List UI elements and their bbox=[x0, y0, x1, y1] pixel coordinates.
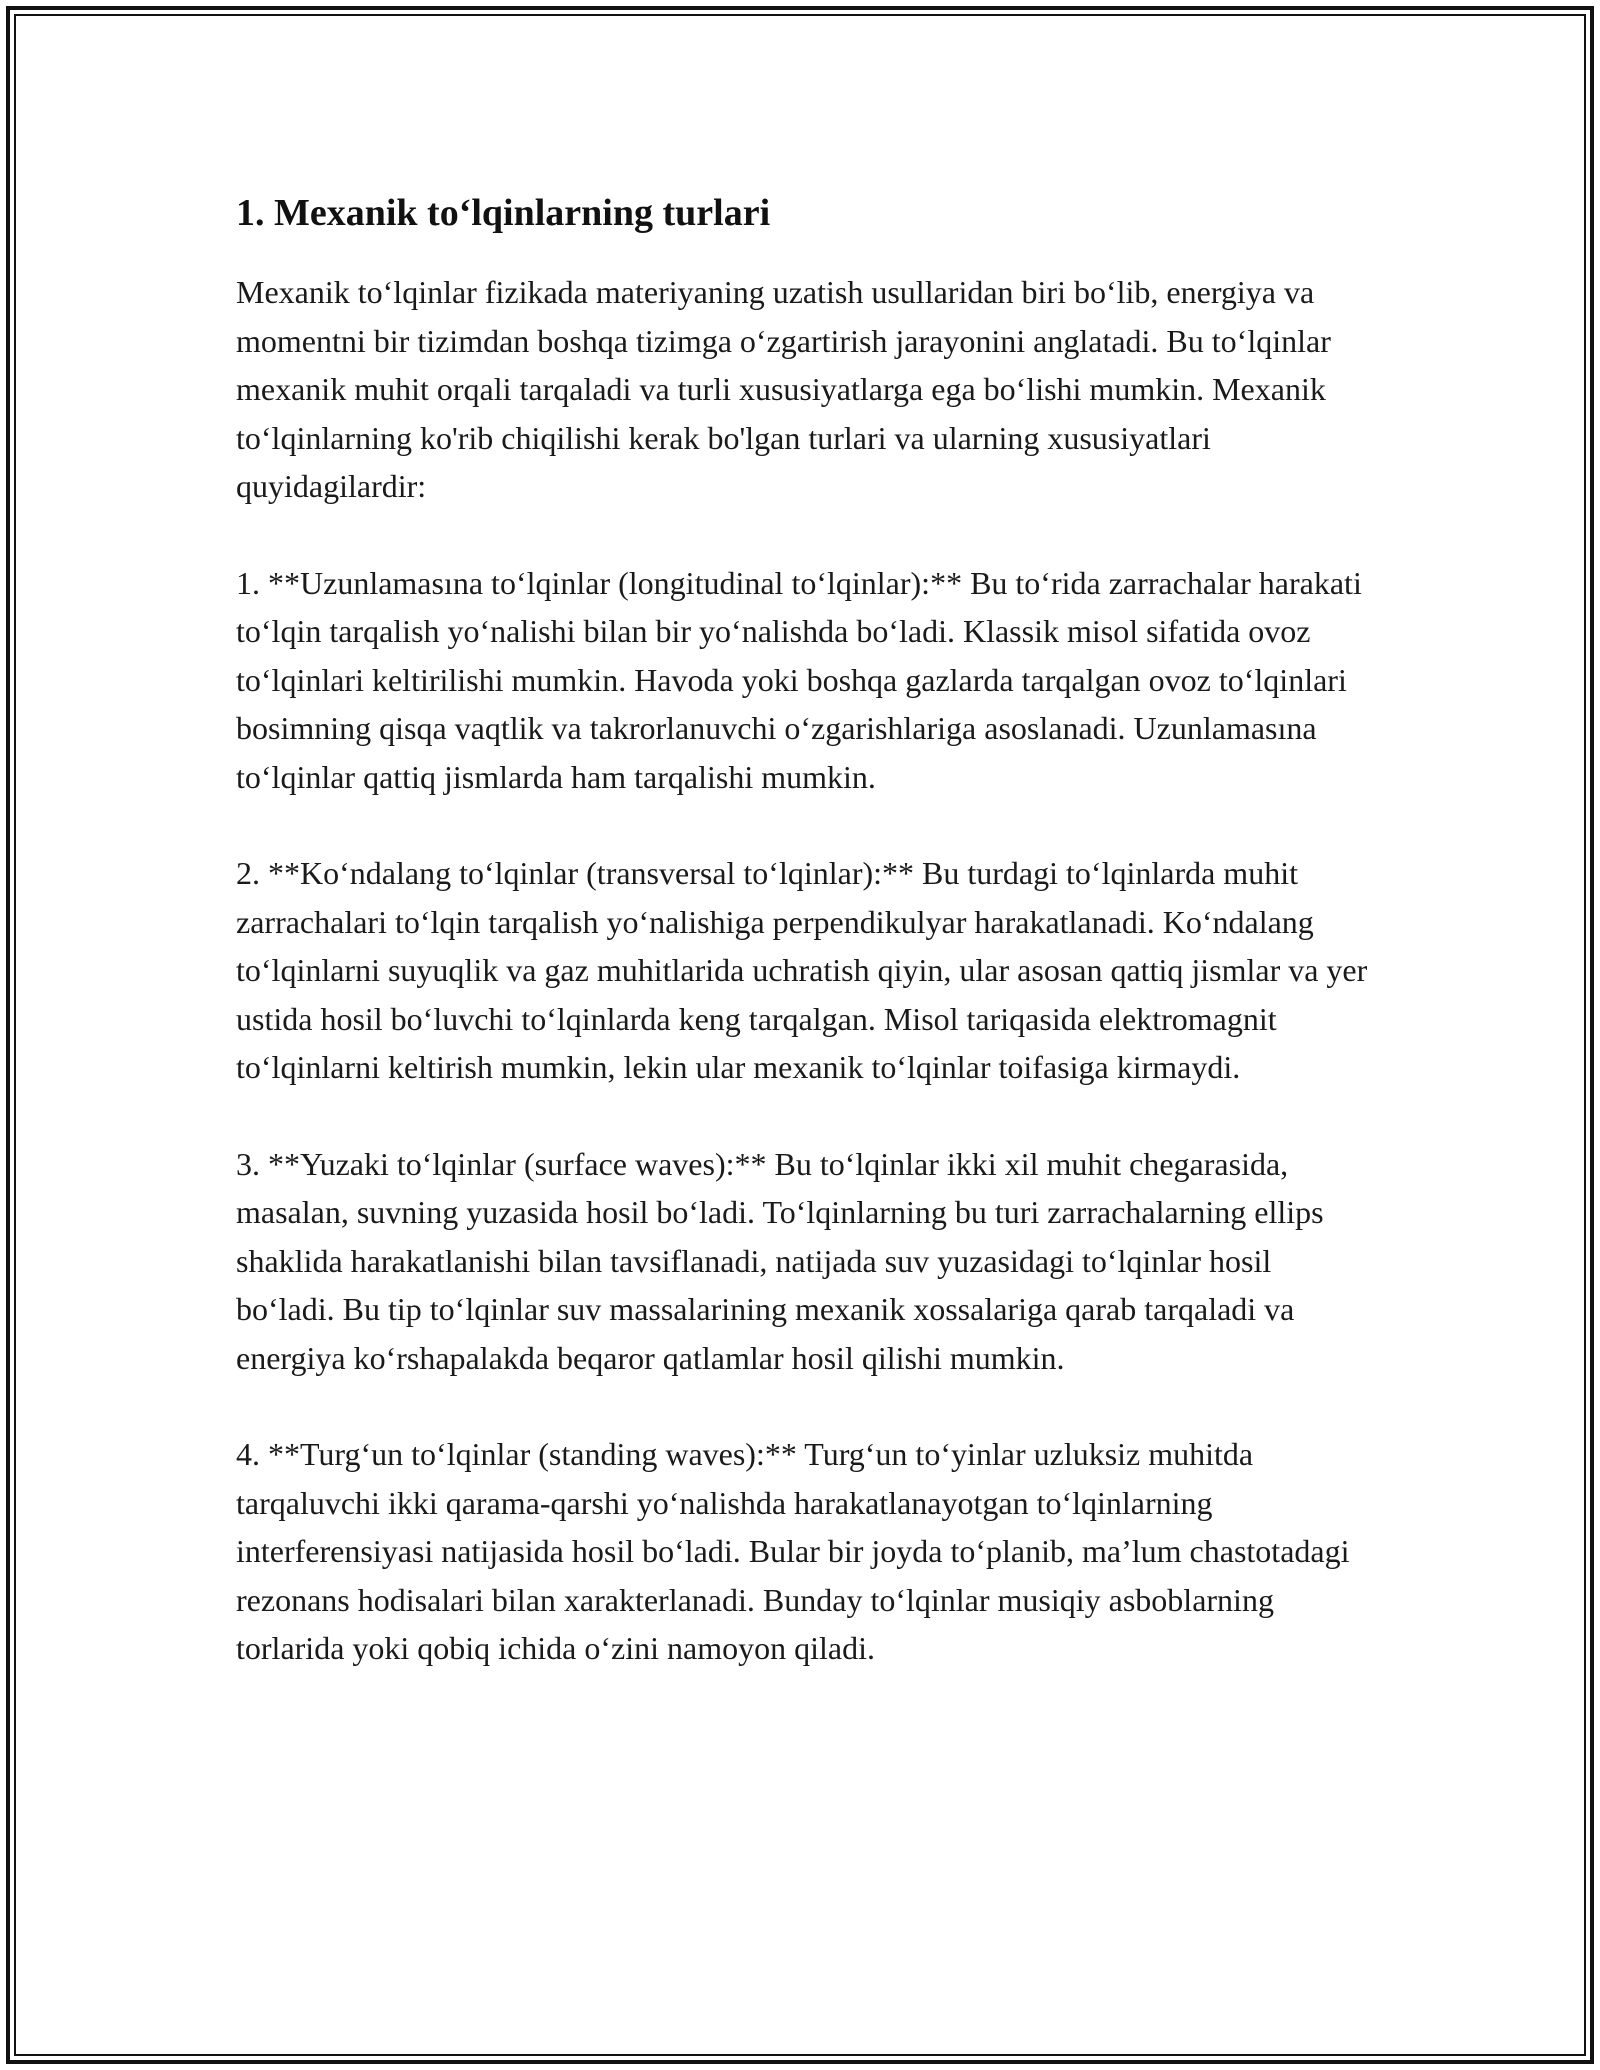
section-heading: 1. Mexanik to‘lqinlarning turlari bbox=[236, 192, 771, 234]
list-item-longitudinal-waves: 1. **Uzunlamasına to‘lqinlar (longitudinal to‘lqinlar):** Bu to‘rida zarrachalar harakati to‘lqin tarqalish yo‘nalishi bilan bir yo‘nalishda bo‘ladi. Klassik misol sifatida ovoz to‘lqinlari keltirilishi mumkin. Havoda yoki boshqa gazlarda tarqalgan ovoz to‘lqinlari bosimning qisqa vaqtlik va takrorlanuvchi o‘zgarishlariga asoslanadi. Uzunlamasına to‘lqinlar qattiq jismlarda ham tarqalishi mumkin. bbox=[236, 564, 1362, 795]
document-body bbox=[236, 186, 1376, 1673]
list-item-standing-waves: 4. **Turg‘un to‘lqinlar (standing waves):** Turg‘un to‘yinlar uzluksiz muhitda tarqaluvchi ikki qarama-qarshi yo‘nalishda harakatlanayotgan to‘lqinlarning interferensiyasi natijasida hosil bo‘ladi. Bular bir joyda to‘planib, ma’lum chastotadagi rezonans hodisalari bilan xarakterlanadi. Bunday to‘lqinlar musiqiy asboblarning torlarida yoki qobiq ichida o‘zini namoyon qiladi. bbox=[236, 1436, 1350, 1666]
intro-paragraph: Mexanik to‘lqinlar fizikada materiyaning uzatish usullaridan biri bo‘lib, energiya va momentni bir tizimdan boshqa tizimga o‘zgartirish jarayonini anglatadi. Bu to‘lqinlar mexanik muhit orqali tarqaladi va turli xususiyatlarga ega bo‘lishi mumkin. Mexanik to‘lqinlarning ko'rib chiqilishi kerak bo'lgan turlari va ularning xususiyatlari quyidagilardir: bbox=[236, 274, 1331, 504]
list-item-transverse-waves: 2. **Ko‘ndalang to‘lqinlar (transversal to‘lqinlar):** Bu turdagi to‘lqinlarda muhit zarrachalari to‘lqin tarqalish yo‘nalishiga perpendikulyar harakatlanadi. Ko‘ndalang to‘lqinlarni suyuqlik va gaz muhitlarida uchratish qiyin, ular asosan qattiq jismlar va yer ustida hosil bo‘luvchi to‘lqinlarda keng tarqalgan. Misol tariqasida elektromagnit to‘lqinlarni keltirish mumkin, lekin ular mexanik to‘lqinlar toifasiga kirmaydi. bbox=[236, 855, 1368, 1085]
list-item-surface-waves: 3. **Yuzaki to‘lqinlar (surface waves):** Bu to‘lqinlar ikki xil muhit chegarasida, masalan, suvning yuzasida hosil bo‘ladi. To‘lqinlarning bu turi zarrachalarning ellips shaklida harakatlanishi bilan tavsiflanadi, natijada suv yuzasidagi to‘lqinlar hosil bo‘ladi. Bu tip to‘lqinlar suv massalarining mexanik xossalariga qarab tarqaladi va energiya ko‘rshapalakda beqaror qatlamlar hosil qilishi mumkin. bbox=[236, 1145, 1324, 1376]
